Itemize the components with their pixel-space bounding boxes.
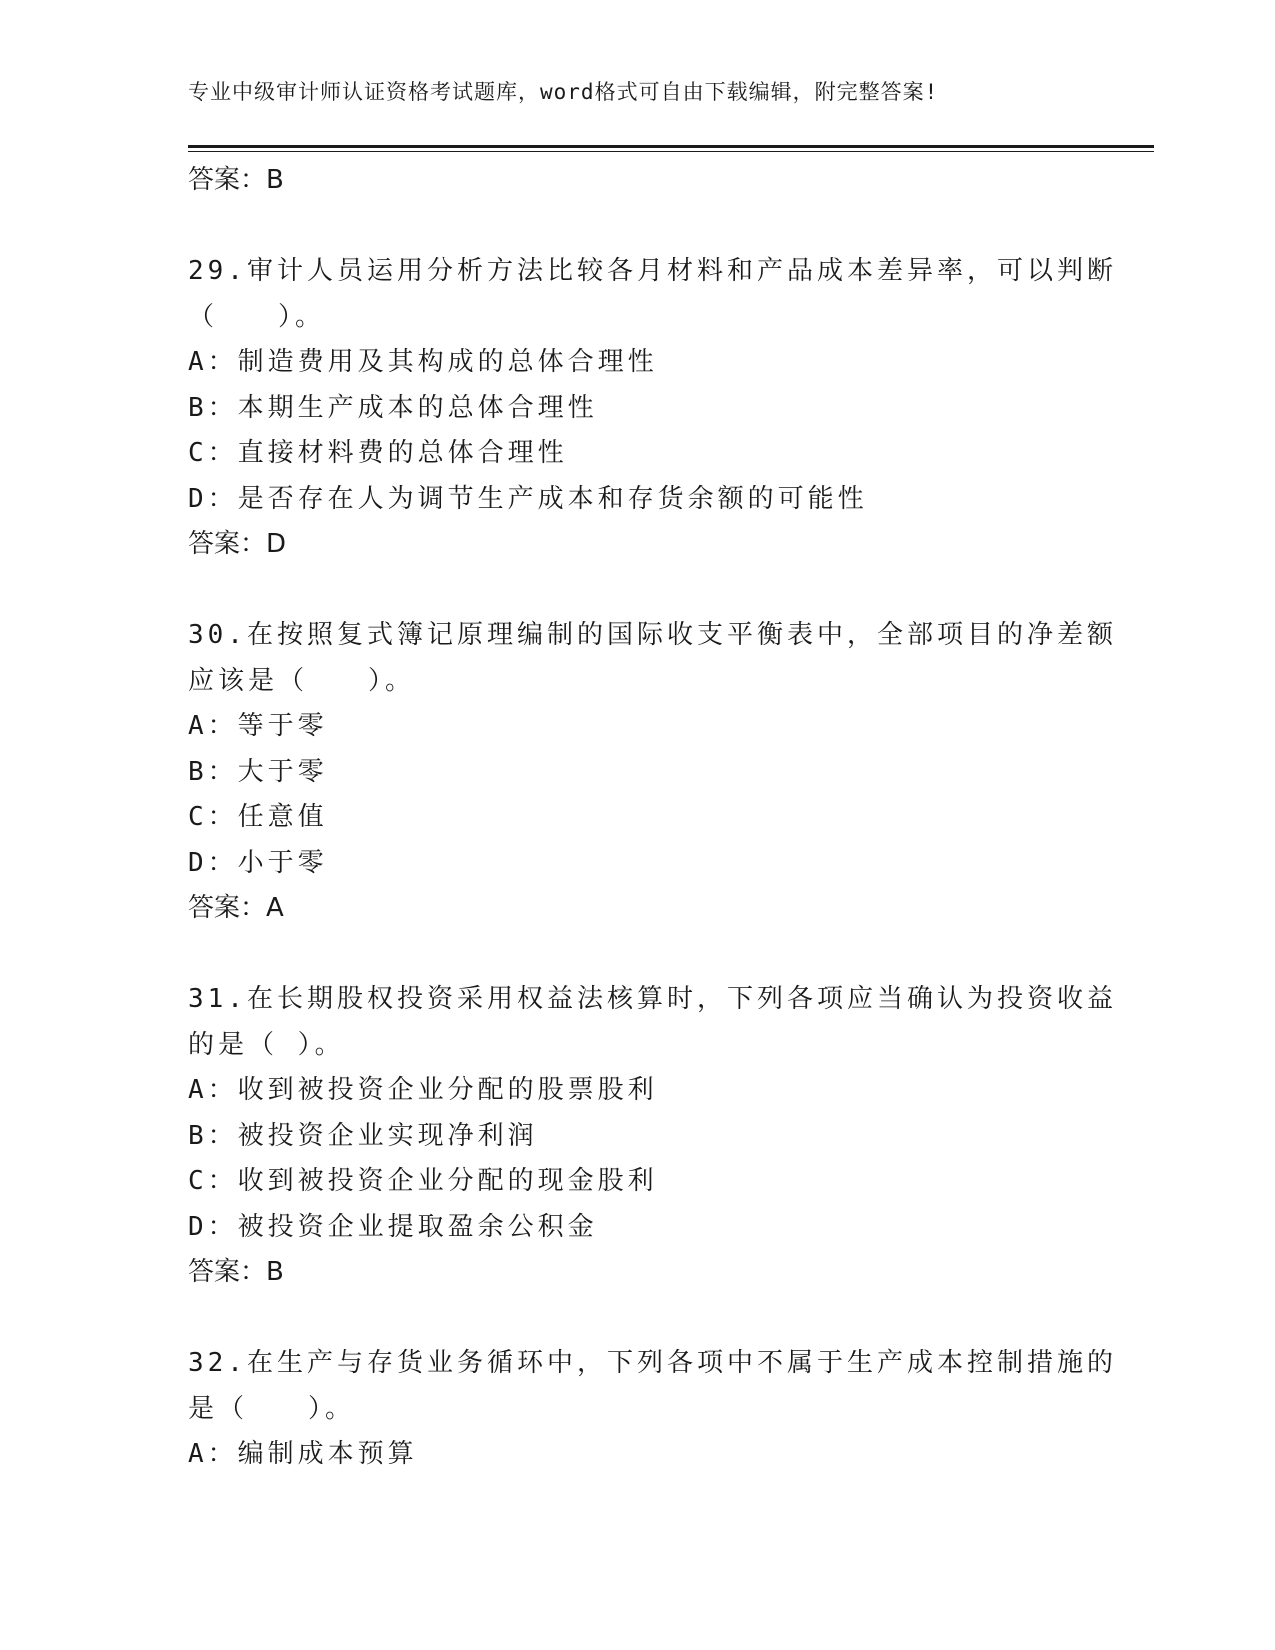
question-stem: 的是（ ）。 [188, 1029, 345, 1060]
question-block [188, 249, 1117, 568]
header-rule-thick [188, 145, 1154, 148]
question-block [188, 1341, 1117, 1478]
answer-line: 答案：A [188, 893, 284, 923]
answer-line: 答案：B [188, 165, 284, 195]
option-c: C：直接材料费的总体合理性 [188, 438, 568, 468]
question-stem: 32.在生产与存货业务循环中，下列各项中不属于生产成本控制措施的 [188, 1348, 1117, 1378]
option-b: B：本期生产成本的总体合理性 [188, 392, 598, 423]
spacer [188, 932, 1088, 978]
answer-line: 答案：B [188, 1257, 284, 1287]
option-d: D：是否存在人为调节生产成本和存货余额的可能性 [188, 483, 868, 514]
answer-line: 答案：D [188, 529, 287, 559]
spacer [188, 204, 1088, 250]
question-stem: 31.在长期股权投资采用权益法核算时，下列各项应当确认为投资收益 [188, 984, 1117, 1014]
question-stem: 应该是（ ）。 [188, 665, 416, 696]
question-stem: 29.审计人员运用分析方法比较各月材料和产品成本差异率，可以判断 [188, 256, 1117, 286]
question-block [188, 613, 1117, 932]
question-stem: 是（ ）。 [188, 1393, 356, 1424]
page-header: 专业中级审计师认证资格考试题库，word格式可自由下载编辑，附完整答案! [188, 80, 939, 104]
option-a: A：编制成本预算 [188, 1439, 418, 1469]
option-c: C：任意值 [188, 802, 328, 832]
header-rule-thin [188, 151, 1154, 152]
option-d: D：小于零 [188, 847, 328, 878]
spacer [188, 1296, 1088, 1342]
question-block [188, 977, 1117, 1296]
question-stem: 30.在按照复式簿记原理编制的国际收支平衡表中，全部项目的净差额 [188, 620, 1117, 650]
question-list [188, 158, 1117, 1478]
option-b: B：被投资企业实现净利润 [188, 1120, 538, 1151]
option-a: A：收到被投资企业分配的股票股利 [188, 1075, 658, 1105]
question-stem: （ ）。 [188, 301, 326, 332]
option-c: C：收到被投资企业分配的现金股利 [188, 1166, 658, 1196]
spacer [188, 568, 1088, 614]
option-a: A：制造费用及其构成的总体合理性 [188, 347, 658, 377]
option-b: B：大于零 [188, 756, 328, 787]
option-a: A：等于零 [188, 711, 328, 741]
option-d: D：被投资企业提取盈余公积金 [188, 1211, 598, 1242]
